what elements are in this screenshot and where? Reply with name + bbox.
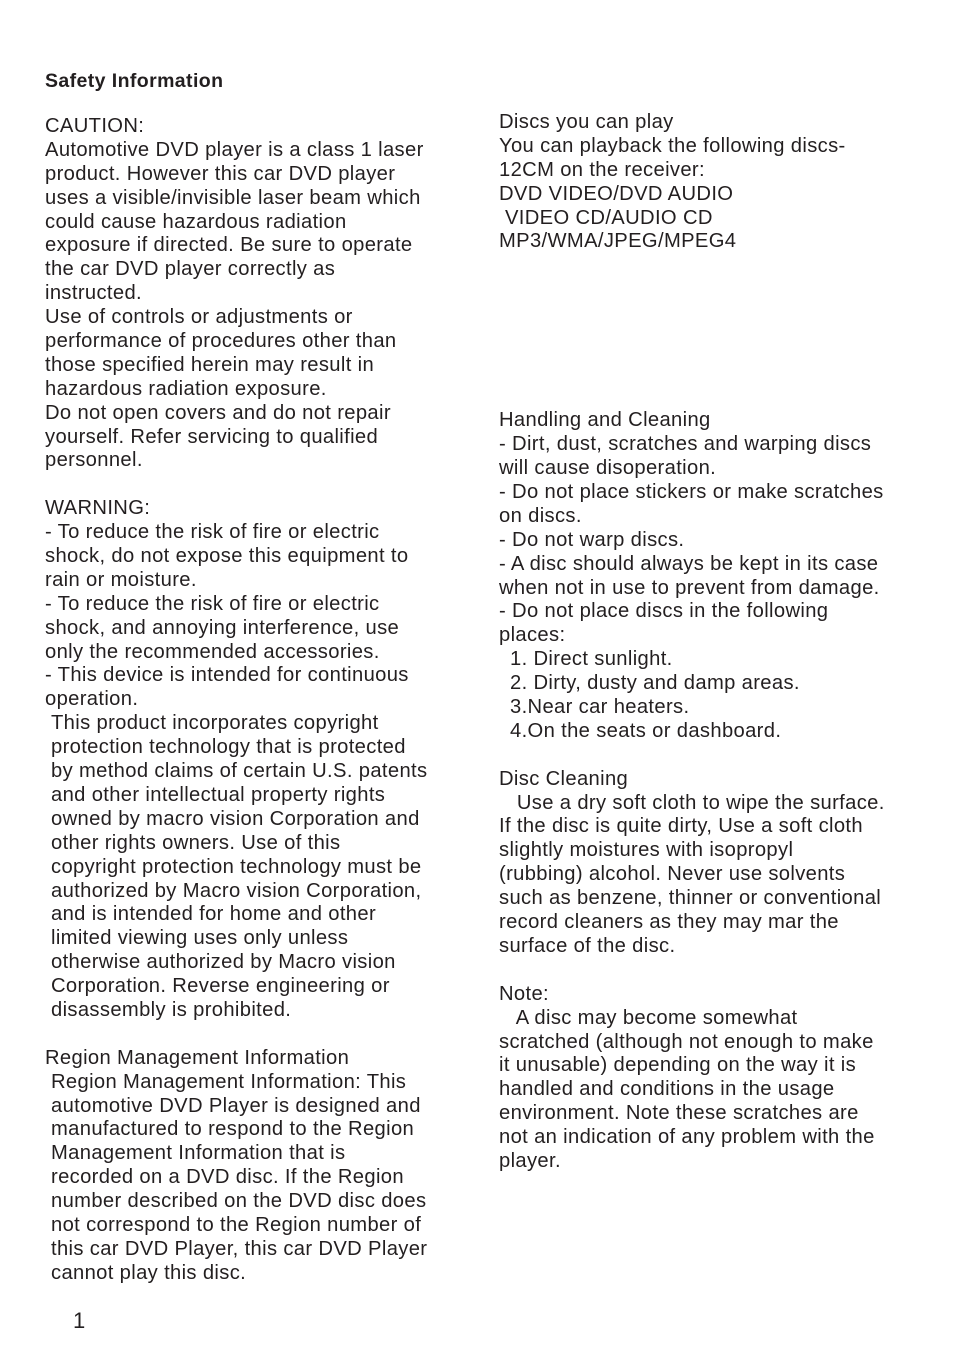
warning-line: - To reduce the risk of fire or electric bbox=[45, 521, 380, 544]
discs-heading: Discs you can play bbox=[499, 111, 674, 133]
cleaning-line: Use a dry soft cloth to wipe the surface. bbox=[499, 791, 885, 814]
warning-line: shock, and annoying interference, use bbox=[45, 616, 400, 639]
caution-line: could cause hazardous radiation bbox=[45, 210, 347, 233]
handling-heading: Handling and Cleaning bbox=[499, 409, 711, 432]
note-line: it unusable) depending on the way it is bbox=[499, 1054, 857, 1077]
region-line: manufactured to respond to the Region bbox=[51, 1118, 415, 1141]
copyright-line: limited viewing uses only unless bbox=[51, 927, 349, 950]
note-line: handled and conditions in the usage bbox=[499, 1078, 835, 1101]
caution-line: Do not open covers and do not repair bbox=[45, 401, 391, 424]
handling-line: - Do not place discs in the following bbox=[499, 600, 829, 623]
warning-text bbox=[45, 521, 465, 712]
spacer bbox=[45, 473, 465, 497]
copyright-line: and is intended for home and other bbox=[51, 903, 377, 926]
cleaning-text bbox=[499, 792, 919, 959]
places-list bbox=[499, 648, 919, 744]
region-line: recorded on a DVD disc. If the Region bbox=[51, 1166, 404, 1189]
spacer bbox=[45, 1023, 465, 1047]
note-line: not an indication of any problem with the bbox=[499, 1126, 875, 1149]
handling-line: - A disc should always be kept in its case bbox=[499, 552, 879, 575]
copyright-line: This product incorporates copyright bbox=[51, 712, 379, 735]
region-text bbox=[45, 1071, 465, 1286]
caution-line: yourself. Refer servicing to qualified bbox=[45, 425, 379, 448]
note-line: environment. Note these scratches are bbox=[499, 1102, 859, 1125]
list-item: 3.Near car heaters. bbox=[510, 696, 690, 719]
warning-line: only the recommended accessories. bbox=[45, 640, 380, 663]
warning-line: operation. bbox=[45, 688, 139, 711]
region-line: number described on the DVD disc does bbox=[51, 1190, 427, 1213]
discs-line: DVD VIDEO/DVD AUDIO bbox=[499, 182, 734, 205]
copyright-line: other rights owners. Use of this bbox=[51, 831, 341, 854]
region-line: Management Information that is bbox=[51, 1142, 346, 1165]
warning-line: - To reduce the risk of fire or electric bbox=[45, 592, 380, 615]
discs-line: You can playback the following discs- bbox=[499, 134, 846, 157]
cleaning-line: surface of the disc. bbox=[499, 934, 676, 957]
caution-line: uses a visible/invisible laser beam which bbox=[45, 186, 421, 209]
cleaning-heading: Disc Cleaning bbox=[499, 767, 629, 790]
warning-line: rain or moisture. bbox=[45, 568, 197, 591]
handling-line: - Dirt, dust, scratches and warping discs bbox=[499, 433, 872, 456]
list-item: 4.On the seats or dashboard. bbox=[510, 719, 782, 742]
region-line: Region Management Information: This bbox=[51, 1070, 407, 1093]
copyright-line: and other intellectual property rights bbox=[51, 783, 386, 806]
list-item: 1. Direct sunlight. bbox=[510, 648, 673, 671]
caution-line: exposure if directed. Be sure to operate bbox=[45, 234, 413, 257]
note-text bbox=[499, 1007, 919, 1174]
spacer bbox=[499, 254, 919, 409]
caution-line: Use of controls or adjustments or bbox=[45, 306, 353, 329]
discs-line: VIDEO CD/AUDIO CD bbox=[499, 206, 713, 229]
cleaning-line: (rubbing) alcohol. Never use solvents bbox=[499, 863, 846, 886]
copyright-line: authorized by Macro vision Corporation, bbox=[51, 879, 422, 902]
region-line: cannot play this disc. bbox=[51, 1261, 247, 1284]
note-heading: Note: bbox=[499, 982, 550, 1005]
handling-line: will cause disoperation. bbox=[499, 457, 717, 480]
caution-line: product. However this car DVD player bbox=[45, 162, 396, 185]
handling-line: on discs. bbox=[499, 504, 582, 527]
copyright-line: disassembly is prohibited. bbox=[51, 998, 292, 1021]
caution-line: instructed. bbox=[45, 282, 142, 305]
spacer bbox=[499, 744, 919, 768]
copyright-line: protection technology that is protected bbox=[51, 736, 406, 759]
caution-text bbox=[45, 139, 465, 473]
warning-line: - This device is intended for continuous bbox=[45, 664, 409, 687]
region-line: this car DVD Player, this car DVD Player bbox=[51, 1237, 428, 1260]
right-column bbox=[499, 111, 919, 1174]
copyright-line: otherwise authorized by Macro vision bbox=[51, 951, 396, 974]
caution-line: those specified herein may result in bbox=[45, 353, 375, 376]
caution-heading: CAUTION: bbox=[45, 115, 145, 137]
note-line: scratched (although not enough to make bbox=[499, 1030, 874, 1053]
handling-line: places: bbox=[499, 624, 566, 647]
handling-line: - Do not warp discs. bbox=[499, 528, 685, 551]
copyright-text bbox=[45, 712, 465, 1023]
region-line: not correspond to the Region number of bbox=[51, 1213, 422, 1236]
cleaning-line: slightly moistures with isopropyl bbox=[499, 839, 794, 862]
spacer bbox=[499, 959, 919, 983]
warning-line: shock, do not expose this equipment to bbox=[45, 545, 409, 568]
copyright-line: Corporation. Reverse engineering or bbox=[51, 975, 390, 998]
cleaning-line: If the disc is quite dirty, Use a soft cloth bbox=[499, 815, 863, 838]
warning-heading: WARNING: bbox=[45, 497, 151, 520]
page-title: Safety Information bbox=[45, 70, 224, 92]
cleaning-line: such as benzene, thinner or conventional bbox=[499, 887, 882, 910]
discs-text bbox=[499, 135, 919, 254]
handling-text bbox=[499, 433, 919, 648]
discs-line: MP3/WMA/JPEG/MPEG4 bbox=[499, 230, 737, 253]
handling-line: - Do not place stickers or make scratches bbox=[499, 481, 884, 504]
page-number: 1 bbox=[73, 1308, 86, 1333]
region-heading: Region Management Information bbox=[45, 1046, 350, 1069]
copyright-line: copyright protection technology must be bbox=[51, 855, 422, 878]
caution-line: performance of procedures other than bbox=[45, 330, 397, 353]
copyright-line: by method claims of certain U.S. patents bbox=[51, 760, 428, 783]
left-column bbox=[45, 115, 465, 1286]
caution-line: personnel. bbox=[45, 449, 143, 472]
caution-line: hazardous radiation exposure. bbox=[45, 377, 327, 400]
copyright-line: owned by macro vision Corporation and bbox=[51, 807, 420, 830]
list-item: 2. Dirty, dusty and damp areas. bbox=[510, 672, 800, 695]
cleaning-line: record cleaners as they may mar the bbox=[499, 911, 839, 934]
region-line: automotive DVD Player is designed and bbox=[51, 1094, 421, 1117]
note-line: A disc may become somewhat bbox=[499, 1006, 798, 1029]
handling-line: when not in use to prevent from damage. bbox=[499, 576, 880, 599]
caution-line: Automotive DVD player is a class 1 laser bbox=[45, 138, 424, 161]
caution-line: the car DVD player correctly as bbox=[45, 258, 336, 281]
discs-line: 12CM on the receiver: bbox=[499, 158, 705, 181]
note-line: player. bbox=[499, 1149, 561, 1172]
